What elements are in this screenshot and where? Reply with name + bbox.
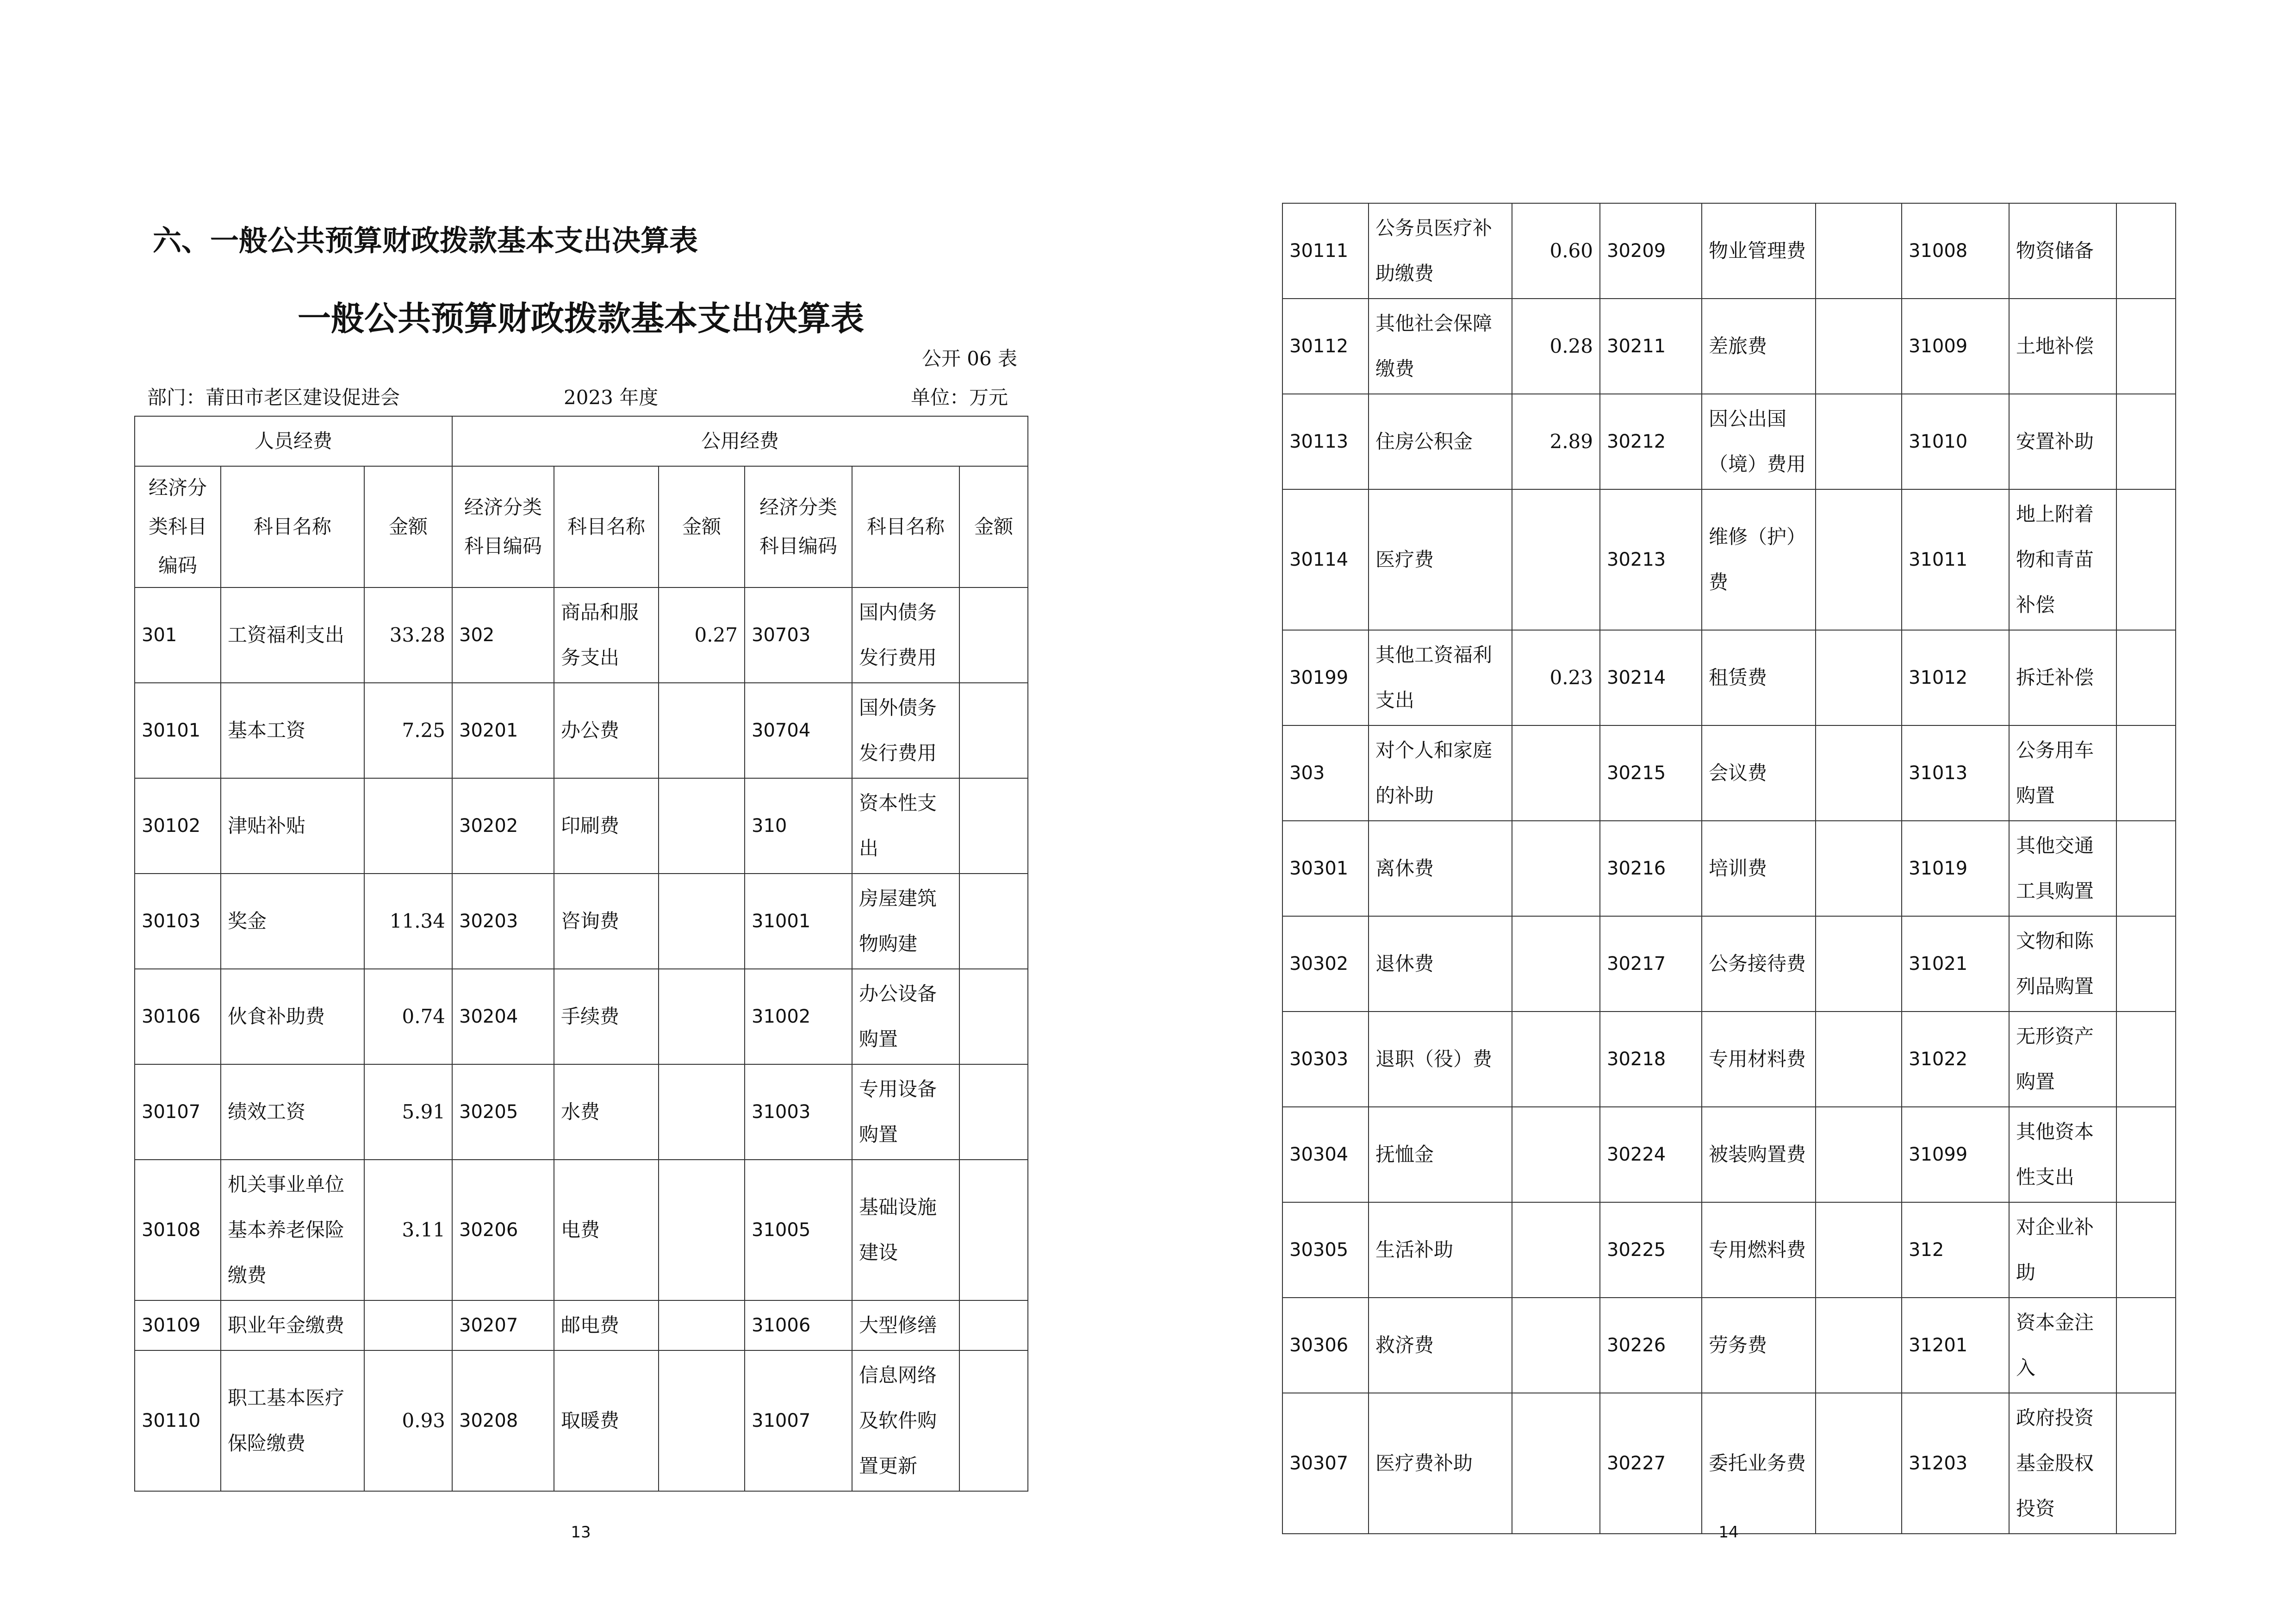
amount-cell: [1816, 299, 1902, 394]
amount-cell: [1816, 1298, 1902, 1393]
header-personnel: 人员经费: [135, 416, 452, 466]
page-right: [1148, 0, 2296, 1624]
name-cell: 抚恤金: [1369, 1107, 1512, 1202]
code-cell: 30301: [1282, 821, 1369, 916]
table-row: [1282, 1012, 2176, 1107]
amount-cell: 0.74: [364, 969, 452, 1064]
amount-cell: [2116, 489, 2176, 630]
table-row: [1282, 299, 2176, 394]
name-cell: 公务员医疗补助缴费: [1369, 203, 1512, 299]
code-cell: 30102: [135, 778, 221, 874]
code-cell: 30212: [1600, 394, 1702, 489]
code-cell: 30225: [1600, 1202, 1702, 1298]
code-cell: 30215: [1600, 725, 1702, 821]
code-cell: 30199: [1282, 630, 1369, 725]
table-row: [1282, 1298, 2176, 1393]
amount-cell: [1512, 916, 1600, 1012]
amount-cell: [2116, 394, 2176, 489]
amount-cell: [1512, 1107, 1600, 1202]
name-cell: 手续费: [554, 969, 659, 1064]
amount-cell: [1816, 203, 1902, 299]
table-row: [135, 683, 1028, 778]
amount-cell: 11.34: [364, 874, 452, 969]
name-cell: 物业管理费: [1702, 203, 1816, 299]
page-number: 13: [571, 1523, 591, 1542]
amount-cell: [659, 683, 745, 778]
name-cell: 其他交通工具购置: [2009, 821, 2116, 916]
name-cell: 印刷费: [554, 778, 659, 874]
department-label: 部门：莆田市老区建设促进会: [147, 386, 400, 409]
code-cell: 31011: [1902, 489, 2009, 630]
name-cell: 其他社会保障缴费: [1369, 299, 1512, 394]
name-cell: 因公出国（境）费用: [1702, 394, 1816, 489]
amount-cell: [364, 778, 452, 874]
code-cell: 30201: [452, 683, 554, 778]
amount-cell: [2116, 725, 2176, 821]
code-cell: 31002: [745, 969, 852, 1064]
code-cell: 31013: [1902, 725, 2009, 821]
table-row: [135, 1064, 1028, 1160]
code-cell: 312: [1902, 1202, 2009, 1298]
code-cell: 30218: [1600, 1012, 1702, 1107]
table-row: [1282, 725, 2176, 821]
code-cell: 31003: [745, 1064, 852, 1160]
amount-cell: [659, 969, 745, 1064]
amount-cell: [2116, 1393, 2176, 1534]
name-cell: 专用燃料费: [1702, 1202, 1816, 1298]
code-cell: 30112: [1282, 299, 1369, 394]
amount-cell: [1816, 1393, 1902, 1534]
name-cell: 物资储备: [2009, 203, 2116, 299]
amount-cell: [659, 778, 745, 874]
amount-cell: [959, 683, 1028, 778]
name-cell: 维修（护）费: [1702, 489, 1816, 630]
amount-cell: [959, 1064, 1028, 1160]
amount-cell: [959, 778, 1028, 874]
name-cell: 机关事业单位基本养老保险缴费: [221, 1160, 364, 1300]
table-row: [135, 874, 1028, 969]
amount-cell: [2116, 630, 2176, 725]
code-cell: 31099: [1902, 1107, 2009, 1202]
table-row: [1282, 1107, 2176, 1202]
amount-cell: [1816, 725, 1902, 821]
code-cell: 30114: [1282, 489, 1369, 630]
amount-cell: [1816, 821, 1902, 916]
amount-cell: 0.23: [1512, 630, 1600, 725]
name-cell: 差旅费: [1702, 299, 1816, 394]
name-cell: 被装购置费: [1702, 1107, 1816, 1202]
header-name: 科目名称: [554, 466, 659, 587]
amount-cell: [659, 874, 745, 969]
amount-cell: [2116, 1298, 2176, 1393]
name-cell: 大型修缮: [852, 1300, 959, 1350]
amount-cell: [1512, 725, 1600, 821]
name-cell: 文物和陈列品购置: [2009, 916, 2116, 1012]
name-cell: 离休费: [1369, 821, 1512, 916]
amount-cell: [1512, 1202, 1600, 1298]
amount-cell: [2116, 1202, 2176, 1298]
amount-cell: 0.27: [659, 587, 745, 683]
code-cell: 30216: [1600, 821, 1702, 916]
code-cell: 31022: [1902, 1012, 2009, 1107]
name-cell: 奖金: [221, 874, 364, 969]
name-cell: 劳务费: [1702, 1298, 1816, 1393]
name-cell: 其他工资福利支出: [1369, 630, 1512, 725]
form-code: 公开 06 表: [921, 347, 1017, 370]
code-cell: 31008: [1902, 203, 2009, 299]
amount-cell: 2.89: [1512, 394, 1600, 489]
code-cell: 31201: [1902, 1298, 2009, 1393]
name-cell: 对企业补助: [2009, 1202, 2116, 1298]
code-cell: 30304: [1282, 1107, 1369, 1202]
name-cell: 会议费: [1702, 725, 1816, 821]
code-cell: 31010: [1902, 394, 2009, 489]
amount-cell: [959, 1350, 1028, 1491]
amount-cell: [1512, 489, 1600, 630]
code-cell: 30204: [452, 969, 554, 1064]
header-amount: 金额: [364, 466, 452, 587]
name-cell: 公务接待费: [1702, 916, 1816, 1012]
table-row: [1282, 821, 2176, 916]
code-cell: 30704: [745, 683, 852, 778]
amount-cell: [2116, 1107, 2176, 1202]
name-cell: 取暖费: [554, 1350, 659, 1491]
code-cell: 30209: [1600, 203, 1702, 299]
name-cell: 生活补助: [1369, 1202, 1512, 1298]
expenditure-table-right: [1282, 203, 2176, 1534]
name-cell: 伙食补助费: [221, 969, 364, 1064]
amount-cell: 7.25: [364, 683, 452, 778]
name-cell: 医疗费补助: [1369, 1393, 1512, 1534]
header-row-columns: [135, 466, 1028, 587]
table-row: [1282, 489, 2176, 630]
code-cell: 31009: [1902, 299, 2009, 394]
name-cell: 其他资本性支出: [2009, 1107, 2116, 1202]
amount-cell: [1816, 1012, 1902, 1107]
header-name: 科目名称: [852, 466, 959, 587]
code-cell: 30111: [1282, 203, 1369, 299]
code-cell: 30214: [1600, 630, 1702, 725]
code-cell: 31203: [1902, 1393, 2009, 1534]
table-row: [1282, 394, 2176, 489]
code-cell: 30203: [452, 874, 554, 969]
code-cell: 30205: [452, 1064, 554, 1160]
amount-cell: 5.91: [364, 1064, 452, 1160]
name-cell: 邮电费: [554, 1300, 659, 1350]
table-row: [1282, 1202, 2176, 1298]
code-cell: 30226: [1600, 1298, 1702, 1393]
table-row: [135, 1160, 1028, 1300]
code-cell: 30109: [135, 1300, 221, 1350]
table-row: [135, 587, 1028, 683]
name-cell: 对个人和家庭的补助: [1369, 725, 1512, 821]
name-cell: 退职（役）费: [1369, 1012, 1512, 1107]
code-cell: 30306: [1282, 1298, 1369, 1393]
name-cell: 工资福利支出: [221, 587, 364, 683]
name-cell: 国外债务发行费用: [852, 683, 959, 778]
header-amount: 金额: [959, 466, 1028, 587]
code-cell: 30703: [745, 587, 852, 683]
name-cell: 培训费: [1702, 821, 1816, 916]
code-cell: 30307: [1282, 1393, 1369, 1534]
code-cell: 301: [135, 587, 221, 683]
table-row: [1282, 916, 2176, 1012]
table-row: [135, 1300, 1028, 1350]
name-cell: 基本工资: [221, 683, 364, 778]
name-cell: 绩效工资: [221, 1064, 364, 1160]
table-row: [1282, 630, 2176, 725]
code-cell: 30101: [135, 683, 221, 778]
expenditure-table-left: [134, 416, 1028, 1492]
table-row: [135, 969, 1028, 1064]
code-cell: 31012: [1902, 630, 2009, 725]
table-row: [135, 778, 1028, 874]
code-cell: 31001: [745, 874, 852, 969]
header-code: 经济分类科目编码: [745, 466, 852, 587]
amount-cell: 33.28: [364, 587, 452, 683]
amount-cell: [959, 874, 1028, 969]
name-cell: 办公费: [554, 683, 659, 778]
code-cell: 30207: [452, 1300, 554, 1350]
name-cell: 土地补偿: [2009, 299, 2116, 394]
code-cell: 31021: [1902, 916, 2009, 1012]
amount-cell: 0.93: [364, 1350, 452, 1491]
name-cell: 医疗费: [1369, 489, 1512, 630]
code-cell: 30202: [452, 778, 554, 874]
amount-cell: 3.11: [364, 1160, 452, 1300]
code-cell: 30213: [1600, 489, 1702, 630]
section-title: 六、一般公共预算财政拨款基本支出决算表: [153, 224, 698, 257]
code-cell: 30305: [1282, 1202, 1369, 1298]
name-cell: 公务用车购置: [2009, 725, 2116, 821]
code-cell: 30110: [135, 1350, 221, 1491]
amount-cell: [1816, 916, 1902, 1012]
amount-cell: 0.60: [1512, 203, 1600, 299]
table-title: 一般公共预算财政拨款基本支出决算表: [297, 299, 864, 338]
name-cell: 住房公积金: [1369, 394, 1512, 489]
amount-cell: [659, 1350, 745, 1491]
name-cell: 地上附着物和青苗补偿: [2009, 489, 2116, 630]
name-cell: 基础设施建设: [852, 1160, 959, 1300]
amount-cell: [1512, 821, 1600, 916]
amount-cell: [659, 1064, 745, 1160]
name-cell: 房屋建筑物购建: [852, 874, 959, 969]
code-cell: 30113: [1282, 394, 1369, 489]
header-code: 经济分类科目编码: [452, 466, 554, 587]
amount-cell: [1816, 394, 1902, 489]
name-cell: 退休费: [1369, 916, 1512, 1012]
name-cell: 无形资产购置: [2009, 1012, 2116, 1107]
amount-cell: [659, 1300, 745, 1350]
name-cell: 国内债务发行费用: [852, 587, 959, 683]
code-cell: 31005: [745, 1160, 852, 1300]
amount-cell: [2116, 299, 2176, 394]
amount-cell: [1816, 489, 1902, 630]
amount-cell: [2116, 203, 2176, 299]
code-cell: 30208: [452, 1350, 554, 1491]
amount-cell: [1512, 1298, 1600, 1393]
code-cell: 31006: [745, 1300, 852, 1350]
code-cell: 30224: [1600, 1107, 1702, 1202]
amount-cell: [959, 969, 1028, 1064]
header-amount: 金额: [659, 466, 745, 587]
code-cell: 30211: [1600, 299, 1702, 394]
header-row-group: [135, 416, 1028, 466]
year-label: 2023 年度: [564, 386, 659, 409]
name-cell: 商品和服务支出: [554, 587, 659, 683]
amount-cell: [1512, 1393, 1600, 1534]
name-cell: 专用设备购置: [852, 1064, 959, 1160]
header-name: 科目名称: [221, 466, 364, 587]
name-cell: 电费: [554, 1160, 659, 1300]
code-cell: 30302: [1282, 916, 1369, 1012]
code-cell: 30107: [135, 1064, 221, 1160]
code-cell: 30227: [1600, 1393, 1702, 1534]
amount-cell: [1816, 1107, 1902, 1202]
unit-label: 单位：万元: [910, 386, 1008, 409]
code-cell: 302: [452, 587, 554, 683]
name-cell: 安置补助: [2009, 394, 2116, 489]
code-cell: 310: [745, 778, 852, 874]
code-cell: 30206: [452, 1160, 554, 1300]
code-cell: 30103: [135, 874, 221, 969]
name-cell: 租赁费: [1702, 630, 1816, 725]
name-cell: 办公设备购置: [852, 969, 959, 1064]
code-cell: 30303: [1282, 1012, 1369, 1107]
code-cell: 303: [1282, 725, 1369, 821]
amount-cell: 0.28: [1512, 299, 1600, 394]
name-cell: 信息网络及软件购置更新: [852, 1350, 959, 1491]
amount-cell: [1816, 1202, 1902, 1298]
amount-cell: [1816, 630, 1902, 725]
name-cell: 津贴补贴: [221, 778, 364, 874]
name-cell: 资本金注入: [2009, 1298, 2116, 1393]
name-cell: 委托业务费: [1702, 1393, 1816, 1534]
amount-cell: [959, 1160, 1028, 1300]
table-row: [135, 1350, 1028, 1491]
code-cell: 31007: [745, 1350, 852, 1491]
header-code: 经济分类科目编码: [135, 466, 221, 587]
code-cell: 31019: [1902, 821, 2009, 916]
amount-cell: [2116, 821, 2176, 916]
name-cell: 拆迁补偿: [2009, 630, 2116, 725]
amount-cell: [2116, 916, 2176, 1012]
amount-cell: [959, 1300, 1028, 1350]
name-cell: 咨询费: [554, 874, 659, 969]
table-row: [1282, 203, 2176, 299]
page-number: 14: [1718, 1523, 1739, 1542]
code-cell: 30106: [135, 969, 221, 1064]
name-cell: 职工基本医疗保险缴费: [221, 1350, 364, 1491]
name-cell: 政府投资基金股权投资: [2009, 1393, 2116, 1534]
amount-cell: [364, 1300, 452, 1350]
amount-cell: [1512, 1012, 1600, 1107]
name-cell: 救济费: [1369, 1298, 1512, 1393]
header-public: 公用经费: [452, 416, 1028, 466]
amount-cell: [959, 587, 1028, 683]
code-cell: 30108: [135, 1160, 221, 1300]
table-row: [1282, 1393, 2176, 1534]
name-cell: 专用材料费: [1702, 1012, 1816, 1107]
amount-cell: [2116, 1012, 2176, 1107]
amount-cell: [659, 1160, 745, 1300]
name-cell: 职业年金缴费: [221, 1300, 364, 1350]
code-cell: 30217: [1600, 916, 1702, 1012]
name-cell: 资本性支出: [852, 778, 959, 874]
name-cell: 水费: [554, 1064, 659, 1160]
